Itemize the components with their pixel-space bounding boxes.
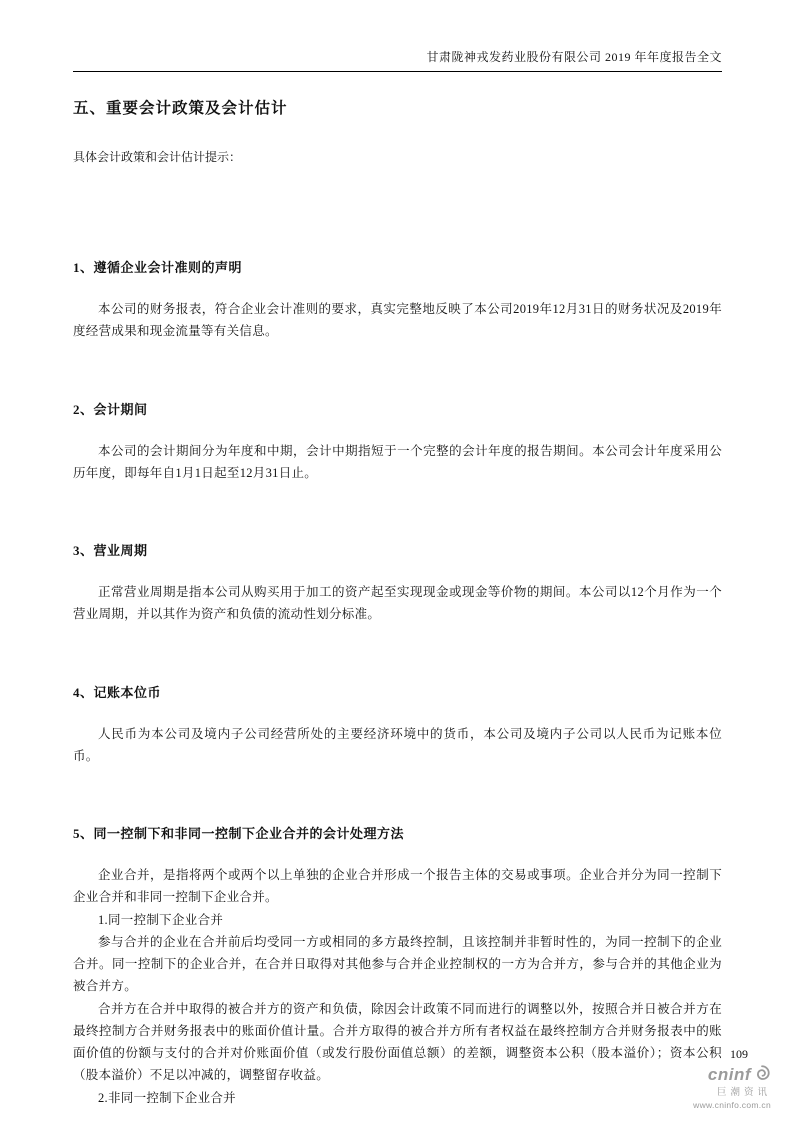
section-heading: 2、会计期间 — [73, 401, 148, 417]
page-title: 五、重要会计政策及会计估计 — [73, 100, 288, 117]
body-paragraph: 参与合并的企业在合并前后均受同一方或相同的多方最终控制，且该控制并非暂时性的，为同一控制下的企业合并。同一控制下的企业合并，在合并日取得对其他参与合并企业控制权的一方为合并方，参与合并的其他企业为被合并方。 — [73, 934, 722, 994]
cninfo-logo — [693, 1064, 771, 1110]
cninfo-brand-text: cninf — [707, 1064, 751, 1084]
section-3 — [73, 540, 722, 626]
body-paragraph: 人民币为本公司及境内子公司经营所处的主要经济环境中的货币，本公司及境内子公司以人民币为记账本位币。 — [73, 726, 722, 763]
body-paragraph: 1.同一控制下企业合并 — [98, 912, 224, 927]
cninfo-url-text: www.cninfo.com.cn — [693, 1099, 771, 1110]
intro-text: 具体会计政策和会计估计提示： — [73, 150, 242, 164]
body-paragraph: 本公司的财务报表，符合企业会计准则的要求，真实完整地反映了本公司2019年12月31日的财务状况及2019年度经营成果和现金流量等有关信息。 — [73, 302, 722, 339]
cninfo-swirl-icon — [753, 1064, 771, 1087]
cninfo-name-text: 巨潮资讯 — [716, 1087, 771, 1099]
page-number: 109 — [730, 1047, 748, 1061]
body-paragraph: 2.非同一控制下企业合并 — [98, 1090, 236, 1105]
section-5 — [73, 823, 722, 1109]
body-paragraph: 企业合并，是指将两个或两个以上单独的企业合并形成一个报告主体的交易或事项。企业合并分为同一控制下企业合并和非同一控制下企业合并。 — [73, 868, 722, 905]
section-heading: 5、同一控制下和非同一控制下企业合并的会计处理方法 — [73, 826, 405, 841]
body-paragraph: 本公司的会计期间分为年度和中期，会计中期指短于一个完整的会计年度的报告期间。本公司会计年度采用公历年度，即每年自1月1日起至12月31日止。 — [73, 443, 722, 480]
section-heading: 4、记账本位币 — [73, 684, 162, 700]
section-heading: 3、营业周期 — [73, 543, 148, 558]
document-header: 甘肃陇神戎发药业股份有限公司 2019 年年度报告全文 — [73, 48, 722, 72]
section-1 — [73, 257, 722, 343]
section-heading: 1、遵循企业会计准则的声明 — [73, 260, 243, 275]
body-paragraph: 合并方在合并中取得的被合并方的资产和负债，除因会计政策不同而进行的调整以外，按照合并日被合并方在最终控制方合并财务报表中的账面价值计量。合并方取得的被合并方所有者权益在最终控制方合并财务报表中的账面价值的份额与支付的合并对价账面价值（或发行股份面值总额）的差额，调整资本公积（股本溢价）；资本公积（股本溢价）不足以冲减的，调整留存收益。 — [73, 1001, 722, 1083]
section-4 — [73, 682, 722, 768]
body-paragraph: 正常营业周期是指本公司从购买用于加工的资产起至实现现金或现金等价物的期间。本公司以12个月作为一个营业周期，并以其作为资产和负债的流动性划分标准。 — [73, 585, 722, 622]
sections-container — [73, 257, 722, 1109]
section-2 — [73, 399, 722, 485]
